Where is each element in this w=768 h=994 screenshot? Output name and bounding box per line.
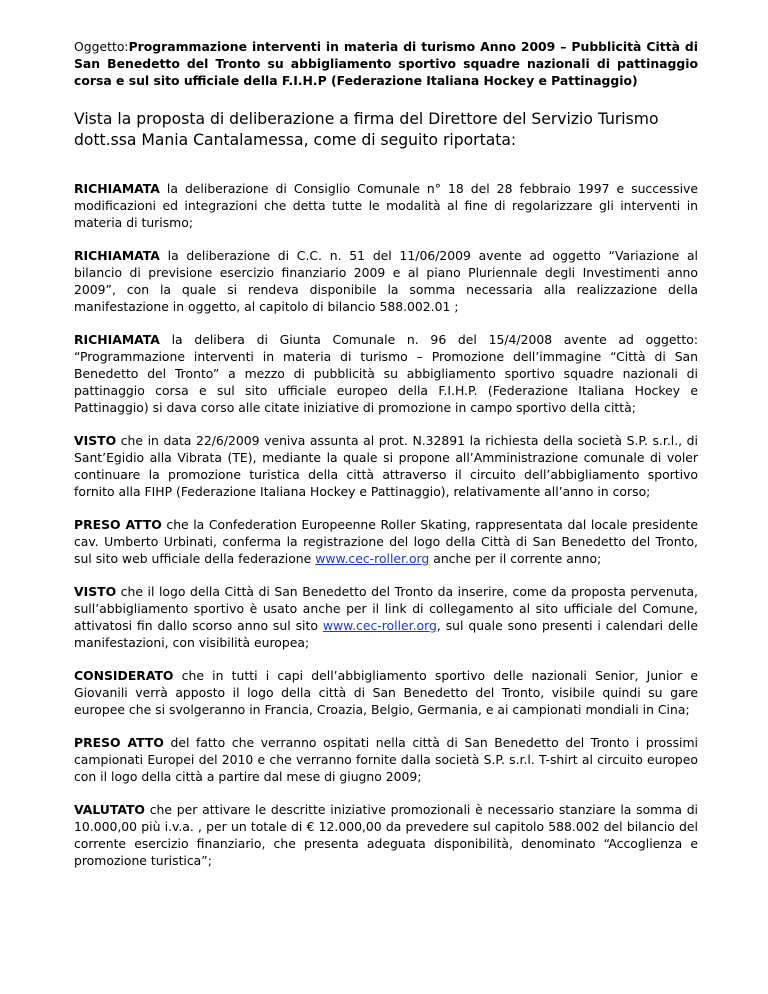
cec-roller-link[interactable]: www.cec-roller.org — [315, 551, 430, 566]
paragraph-text: la deliberazione di Consiglio Comunale n° 18 del 28 febbraio 1997 e successive modificazioni ed integrazioni che detta tutte le modalità al fine di regolarizzare gli interventi in materia di turismo; — [74, 181, 698, 230]
paragraph-text: che la Confederation Europeenne Roller Skating, rappresentata dal locale presidente cav. Umberto Urbinati, conferma la registrazione del logo della Città di San Benedetto del Tronto, sul sito web ufficiale della federazione — [74, 517, 698, 566]
paragraph-text: la deliberazione di C.C. n. 51 del 11/06/2009 avente ad oggetto “Variazione al bilancio di previsione esercizio finanziario 2009 e al piano Pluriennale degli Investimenti anno 2009”, con la quale si rendeva disponibile la somma necessaria alla realizzazione della manifestazione in oggetto, al capitolo di bilancio 588.002.01 ; — [74, 248, 698, 314]
paragraph-text-after: anche per il corrente anno; — [429, 551, 602, 566]
paragraph-text: del fatto che verranno ospitati nella città di San Benedetto del Tronto i prossimi campionati Europei del 2010 e che verranno fornite dalla società S.P. s.r.l. T-shirt al circuito europeo con il logo della città a partire dal mese di giugno 2009; — [74, 735, 698, 784]
paragraph-text: che il logo della Città di San Benedetto del Tronto da inserire, come da proposta pervenuta, sull’abbigliamento sportivo è usato anche per il link di collegamento al sito ufficiale del Comune, attivatosi fin dallo scorso anno sul sito — [74, 584, 698, 633]
paragraph-preso-atto-2 — [74, 734, 698, 785]
subject-label: Oggetto: — [74, 39, 129, 54]
paragraph-preso-atto-1 — [74, 516, 698, 567]
paragraph-text: che per attivare le descritte iniziative promozionali è necessario stanziare la somma di 10.000,00 più i.v.a. , per un totale di € 12.000,00 da prevedere sul capitolo 588.002 del bilancio del corrente esercizio finanziario, che presenta adeguata disponibilità, denominato “Accoglienza e promozione turistica”; — [74, 802, 698, 868]
paragraph-richiamata-2 — [74, 247, 698, 315]
paragraph-keyword: RICHIAMATA — [74, 181, 160, 196]
intro-sentence: Vista la proposta di deliberazione a firma del Direttore del Servizio Turismo dott.ssa Mania Cantalamessa, come di seguito riportata: — [74, 110, 659, 149]
paragraph-richiamata-3 — [74, 331, 698, 416]
paragraph-considerato — [74, 667, 698, 718]
paragraph-richiamata-1 — [74, 180, 698, 231]
paragraph-keyword: PRESO ATTO — [74, 517, 162, 532]
document-page — [74, 38, 698, 869]
subject-title: Programmazione interventi in materia di turismo Anno 2009 – Pubblicità Città di San Benedetto del Tronto su abbigliamento sportivo squadre nazionali di pattinaggio corsa e sul sito ufficiale della F.I.H.P (Federazione Italiana Hockey e Pattinaggio) — [74, 39, 698, 88]
cec-roller-link[interactable]: www.cec-roller.org — [322, 618, 437, 633]
paragraph-text: che in tutti i capi dell’abbigliamento sportivo delle nazionali Senior, Junior e Giovanili verrà apposto il logo della città di San Benedetto del Tronto, visibile quindi su gare europee che si svolgeranno in Francia, Croazia, Belgio, Germania, e ai campionati mondiali in Cina; — [74, 668, 698, 717]
paragraph-keyword: VISTO — [74, 433, 117, 448]
paragraph-valutato — [74, 801, 698, 869]
document-subject — [74, 38, 698, 89]
paragraph-text: la delibera di Giunta Comunale n. 96 del 15/4/2008 avente ad oggetto: “Programmazione interventi in materia di turismo – Promozione dell’immagine “Città di San Benedetto del Tronto” a mezzo di pubblicità su abbigliamento sportivo squadre nazionali di pattinaggio corsa e sul sito ufficiale europeo della F.I.H.P. (Federazione Italiana Hockey e Pattinaggio) si dava corso alle citate iniziative di promozione in campo sportivo della città; — [74, 332, 698, 415]
paragraph-keyword: CONSIDERATO — [74, 668, 174, 683]
paragraph-keyword: PRESO ATTO — [74, 735, 164, 750]
paragraph-text: che in data 22/6/2009 veniva assunta al prot. N.32891 la richiesta della società S.P. s.r.l., di Sant’Egidio alla Vibrata (TE), mediante la quale si propone all’Amministrazione comunale di voler continuare la promozione turistica della città attraverso il circuito dell’abbigliamento sportivo fornito alla FIHP (Federazione Italiana Hockey e Pattinaggio), relativamente all’anno in corso; — [74, 433, 698, 499]
paragraph-keyword: VALUTATO — [74, 802, 145, 817]
paragraph-keyword: VISTO — [74, 584, 117, 599]
paragraph-text-after: , sul quale sono presenti i calendari delle manifestazioni, con visibilità europea; — [74, 618, 698, 650]
paragraph-visto-2 — [74, 583, 698, 651]
paragraph-keyword: RICHIAMATA — [74, 248, 160, 263]
paragraph-keyword: RICHIAMATA — [74, 332, 160, 347]
paragraph-visto-1 — [74, 432, 698, 500]
